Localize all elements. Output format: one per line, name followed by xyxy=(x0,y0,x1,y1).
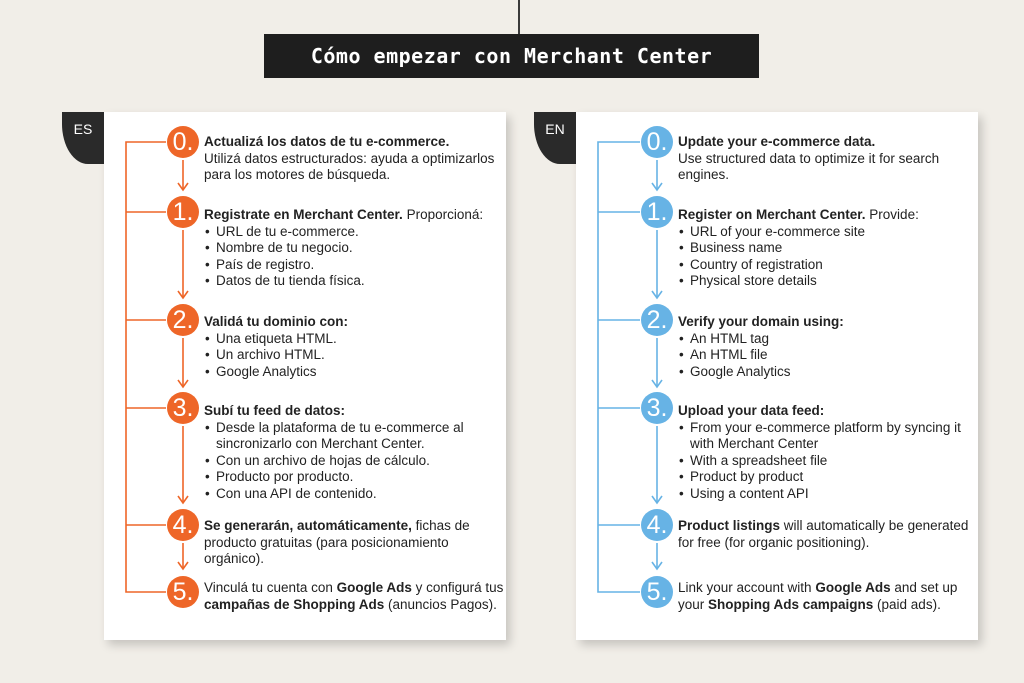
list-item: • País de registro. xyxy=(204,257,504,274)
es-step-5-campaigns: campañas de Shopping Ads xyxy=(204,596,385,612)
es-step-3-list xyxy=(204,420,504,503)
en-step-5-mid: and set up your xyxy=(678,580,958,612)
es-step-1-number: 1. xyxy=(167,196,199,228)
en-step-1 xyxy=(678,207,976,290)
es-step-2-title: Validá tu dominio con: xyxy=(204,314,349,329)
page-title: Cómo empezar con Merchant Center xyxy=(264,34,759,78)
list-item: • Nombre de tu negocio. xyxy=(204,240,504,257)
es-step-4-title: Se generarán, automáticamente, xyxy=(204,518,412,533)
list-item: • An HTML tag xyxy=(678,331,976,348)
en-step-5-number: 5. xyxy=(641,576,673,608)
es-step-1-after: Proporcioná: xyxy=(402,207,484,222)
es-step-5 xyxy=(204,580,504,613)
es-step-3-title: Subí tu feed de datos: xyxy=(204,403,346,418)
list-item: • An HTML file xyxy=(678,347,976,364)
en-step-0-number: 0. xyxy=(641,126,673,158)
en-step-4-title: Product listings xyxy=(678,518,781,533)
en-step-1-number: 1. xyxy=(641,196,673,228)
list-item: • Country of registration xyxy=(678,257,976,274)
list-item: • Physical store details xyxy=(678,273,976,290)
en-step-5-google-ads: Google Ads xyxy=(815,580,891,595)
en-step-3-title: Upload your data feed: xyxy=(678,403,825,418)
en-step-4-after: will automatically be generated for free (for organic positioning). xyxy=(678,518,969,550)
en-step-5-pre: Link your account with xyxy=(678,580,816,595)
es-step-1 xyxy=(204,207,504,290)
en-step-2-list xyxy=(678,331,976,381)
es-step-3-number: 3. xyxy=(167,392,199,424)
es-step-5-mid: y configurá tus xyxy=(411,580,504,595)
list-item: • URL de tu e-commerce. xyxy=(204,224,504,241)
en-step-1-title: Register on Merchant Center. xyxy=(678,207,866,222)
en-step-3-number: 3. xyxy=(641,392,673,424)
es-step-0 xyxy=(204,134,504,184)
es-step-5-post: (anuncios Pagos). xyxy=(384,596,497,612)
en-step-3-list xyxy=(678,420,976,503)
language-tab-en: EN xyxy=(534,112,576,164)
es-step-5-google-ads: Google Ads xyxy=(336,580,412,595)
list-item: • Using a content API xyxy=(678,486,976,503)
en-step-2-number: 2. xyxy=(641,304,673,336)
list-item: • With a spreadsheet file xyxy=(678,453,976,470)
es-step-4-after: fichas de producto gratuitas (para posicionamiento orgánico). xyxy=(204,518,470,567)
es-step-5-pre: Vinculá tu cuenta con xyxy=(204,580,337,595)
es-step-2-list xyxy=(204,331,504,381)
list-item: • Un archivo HTML. xyxy=(204,347,504,364)
list-item: • Google Analytics xyxy=(204,364,504,381)
list-item: • Product by product xyxy=(678,469,976,486)
list-item: • Desde la plataforma de tu e-commerce al sincronizarlo con Merchant Center. xyxy=(204,420,504,453)
es-step-2-number: 2. xyxy=(167,304,199,336)
list-item: • URL of your e-commerce site xyxy=(678,224,976,241)
es-step-0-number: 0. xyxy=(167,126,199,158)
en-step-2 xyxy=(678,314,976,380)
list-item: • Business name xyxy=(678,240,976,257)
en-step-0-title: Update your e-commerce data. xyxy=(678,134,876,149)
list-item: • Producto por producto. xyxy=(204,469,504,486)
es-step-5-number: 5. xyxy=(167,576,199,608)
en-step-5-campaigns: Shopping Ads campaigns xyxy=(708,596,874,612)
es-step-4-number: 4. xyxy=(167,509,199,541)
en-step-0 xyxy=(678,134,976,184)
list-item: • Con un archivo de hojas de cálculo. xyxy=(204,453,504,470)
language-tab-es: ES xyxy=(62,112,104,164)
es-step-1-title: Registrate en Merchant Center. xyxy=(204,207,403,222)
en-step-0-body: Use structured data to optimize it for search engines. xyxy=(678,150,940,183)
list-item: • Google Analytics xyxy=(678,364,976,381)
list-item: • Con una API de contenido. xyxy=(204,486,504,503)
es-step-4 xyxy=(204,518,504,568)
es-step-1-list xyxy=(204,224,504,290)
en-step-1-after: Provide: xyxy=(865,207,919,222)
en-step-5-post: (paid ads). xyxy=(873,596,941,612)
en-step-3 xyxy=(678,403,976,503)
en-step-4 xyxy=(678,518,976,551)
es-step-3 xyxy=(204,403,504,503)
es-step-2 xyxy=(204,314,504,380)
en-step-4-number: 4. xyxy=(641,509,673,541)
es-step-0-body: Utilizá datos estructurados: ayuda a optimizarlos para los motores de búsqueda. xyxy=(204,150,495,183)
es-step-0-title: Actualizá los datos de tu e-commerce. xyxy=(204,134,450,149)
en-step-1-list xyxy=(678,224,976,290)
en-step-5 xyxy=(678,580,976,613)
list-item: • From your e-commerce platform by syncing it with Merchant Center xyxy=(678,420,976,453)
list-item: • Datos de tu tienda física. xyxy=(204,273,504,290)
list-item: • Una etiqueta HTML. xyxy=(204,331,504,348)
hanger-line xyxy=(518,0,520,34)
en-step-2-title: Verify your domain using: xyxy=(678,314,844,329)
